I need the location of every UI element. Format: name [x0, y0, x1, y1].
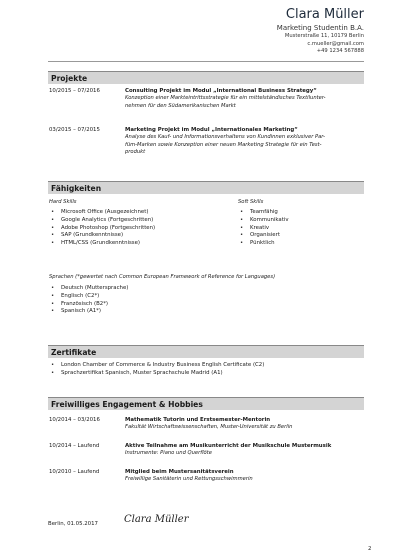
list-item: • Französisch (B2*) [49, 301, 249, 309]
entry-date: 10/2014 – 03/2016 [49, 417, 100, 423]
applicant-name: Clara Müller [285, 7, 364, 22]
entry-desc-line: nehmen für den Südamerikanischen Markt [125, 102, 236, 109]
entry-title: Mathematik Tutorin und Erstsemester-Mentorin [125, 417, 271, 423]
section-heading-volunteer: Freiwilliges Engagement & Hobbies [48, 397, 364, 410]
cv-header [277, 7, 364, 56]
entry-desc-line: füm-Marken sowie Konzeption einer neuen Marketing Strategie für ein Test- [125, 141, 322, 148]
list-item: • Microsoft Office (Ausgezeichnet) [49, 209, 229, 217]
entry-title: Consulting Projekt im Modul „International Business Strategy“ [125, 88, 317, 94]
contact-phone: +49 1234 567888 [316, 48, 364, 55]
entry-title: Aktive Teilnahme am Musikunterricht der Musikschule Mustermusik [125, 443, 332, 449]
list-item: • Kreativ [238, 225, 358, 233]
header-divider [48, 61, 364, 62]
entry-desc-line: Analyse des Kauf- und Informationsverhaltens von Kundinnen exklusiver Par- [125, 134, 326, 141]
list-item: • SAP (Grundkenntnisse) [49, 232, 229, 240]
entry-desc-line: Fakultät Wirtschaftswissenschaften, Muster-Universität zu Berlin [125, 424, 293, 431]
list-item: • Google Analytics (Fortgeschritten) [49, 217, 229, 225]
section-heading-skills: Fähigkeiten [48, 181, 364, 194]
list-item: • HTML/CSS (Grundkenntnisse) [49, 240, 229, 248]
list-item: • Sprachzertifikat Spanisch, Muster Sprachschule Madrid (A1) [49, 370, 359, 378]
entry-desc-line: Freiwillige Sanitäterin und Rettungsschwimmerin [125, 476, 253, 483]
soft-skills-label: Soft Skills [238, 199, 264, 205]
place-date: Berlin, 01.05.2017 [48, 521, 98, 527]
entry-date: 03/2015 – 07/2015 [49, 127, 100, 133]
entry-date: 10/2015 – 07/2016 [49, 88, 100, 94]
list-item: • Spanisch (A1*) [49, 308, 249, 316]
entry-title: Marketing Projekt im Modul „Internationales Marketing“ [125, 127, 298, 133]
entry-desc-line: Konzeption einer Markteintrittsstrategie für ein mittelständisches Textilunter- [125, 95, 326, 102]
signature: Clara Müller [124, 514, 189, 525]
list-item: • Organisiert [238, 232, 358, 240]
section-heading-projects: Projekte [48, 71, 364, 84]
list-item: • Pünktlich [238, 240, 358, 248]
soft-skills-list [238, 209, 358, 248]
list-item: • Adobe Photoshop (Fortgeschritten) [49, 225, 229, 233]
entry-date: 10/2014 – Laufend [49, 443, 100, 449]
list-item: • Englisch (C2*) [49, 293, 249, 301]
entry-date: 10/2010 – Laufend [49, 469, 100, 475]
hard-skills-list [49, 209, 229, 248]
entry-title: Mitglied beim Mustersanitätsverein [125, 469, 234, 475]
hard-skills-label: Hard Skills [49, 199, 77, 205]
list-item: • Deutsch (Muttersprache) [49, 285, 249, 293]
languages-label: Sprachen (*gewertet nach Common European Framework of Reference for Languages) [49, 274, 276, 280]
applicant-role: Marketing Studentin B.A. [276, 24, 364, 32]
list-item: • Kommunikativ [238, 217, 358, 225]
page-number: 2 [368, 546, 372, 552]
contact-email: c.mueller@gmail.com [307, 40, 364, 47]
entry-desc-line: Instrumente: Piano und Querflöte [125, 450, 212, 457]
languages-list [49, 285, 249, 316]
list-item: • Teamfähig [238, 209, 358, 217]
list-item: • London Chamber of Commerce & Industry Business English Certificate (C2) [49, 362, 359, 370]
entry-desc-line: produkt [125, 148, 146, 155]
address-street: Musterstraße 11, 10179 Berlin [284, 33, 364, 39]
section-heading-certificates: Zertifikate [48, 345, 364, 358]
certificates-list [49, 362, 359, 378]
